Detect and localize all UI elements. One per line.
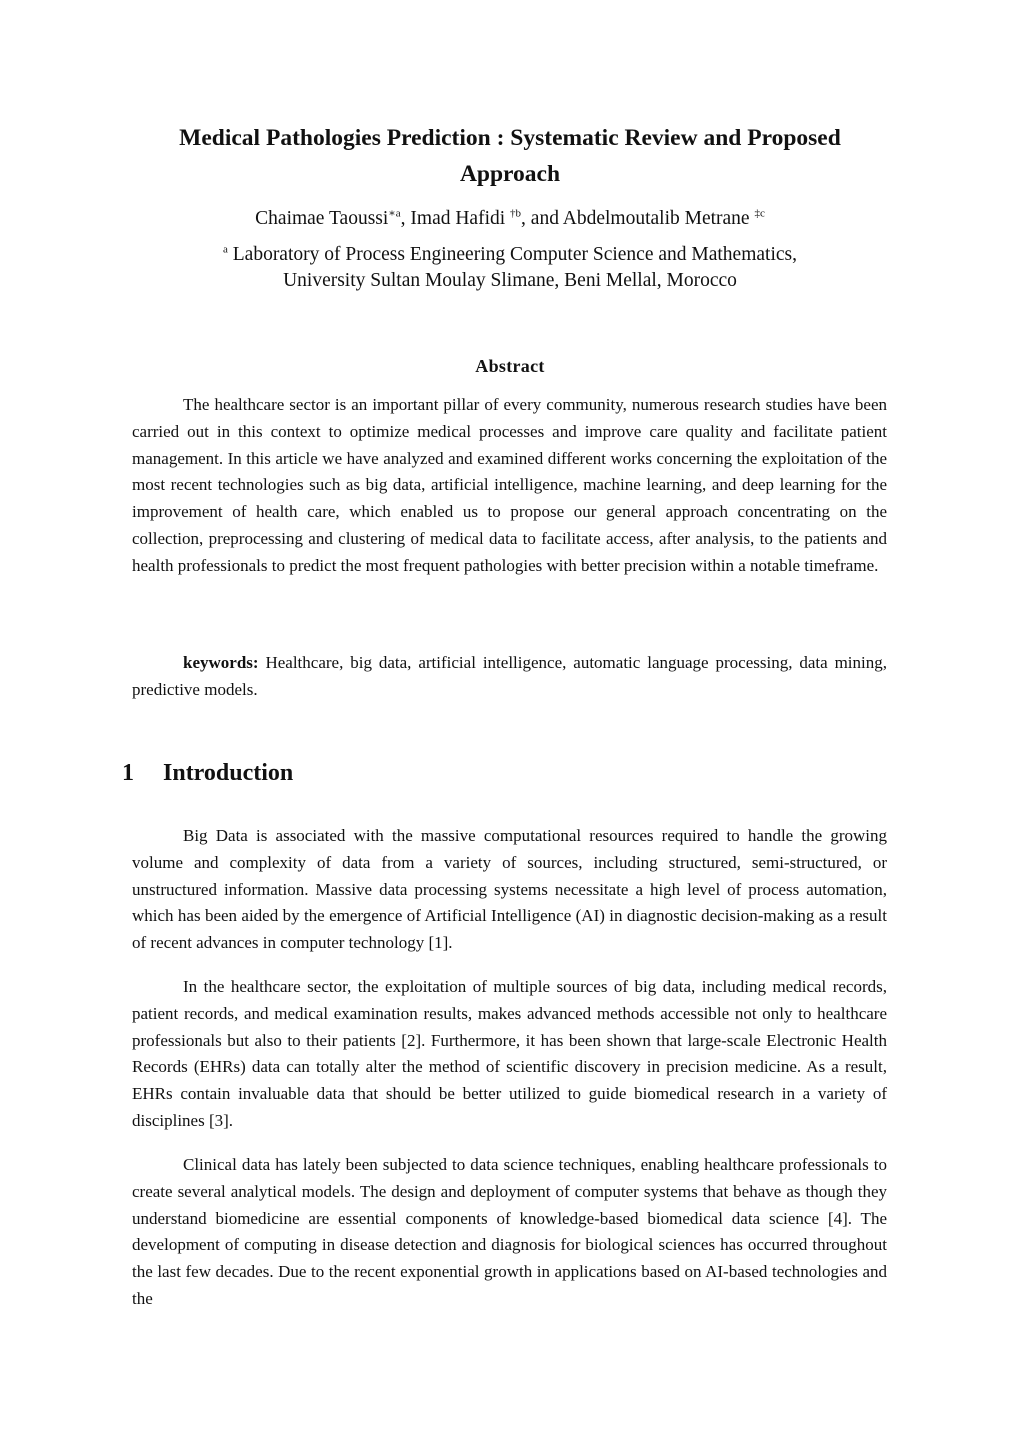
keywords-text: Healthcare, big data, artificial intelligence, automatic language processing, data mining, predictive models. [132, 653, 887, 699]
author-mark-1: ∗a [388, 207, 401, 220]
paper-title-line-2: Approach [459, 161, 561, 187]
paper-title [132, 120, 888, 192]
section-heading [122, 757, 293, 789]
affiliation-line-1 [132, 242, 888, 268]
keywords-label: keywords: [183, 653, 259, 672]
author-name-1: Chaimae Taoussi [255, 208, 389, 229]
affiliation-text-1: Laboratory of Process Engineering Computer Science and Mathematics, [227, 244, 797, 265]
author-mark-2: †b [510, 207, 522, 220]
keywords [132, 650, 887, 704]
section-number: 1 [122, 760, 134, 786]
intro-paragraph-1: Big Data is associated with the massive computational resources required to handle the growing volume and complexity of data from a variety of sources, including structured, semi-structured, or unstructured information. Massive data processing systems necessitate a high level of process automation, which has been aided by the emergence of Artificial Intelligence (AI) in diagnostic decision-making as a result of recent advances in computer technology [1]. [132, 826, 887, 953]
affiliation-line-2: University Sultan Moulay Slimane, Beni Mellal, Morocco [283, 270, 737, 291]
affiliation-mark: a [222, 243, 228, 256]
affiliation [132, 242, 888, 294]
section-title: Introduction [163, 760, 294, 786]
author-separator-1: , Imad Hafidi [400, 208, 511, 229]
paper-title-line-1: Medical Pathologies Prediction : Systematic Review and Proposed [179, 125, 841, 151]
intro-paragraph-2: In the healthcare sector, the exploitation of multiple sources of big data, including medical records, patient records, and medical examination results, makes advanced methods accessible not only to healthcare professionals but also to their patients [2]. Furthermore, it has been shown that large-scale Electronic Health Records (EHRs) data can totally alter the method of scientific discovery in precision medicine. As a result, EHRs contain invaluable data that should be better utilized to guide biomedical research in a variety of disciplines [3]. [132, 977, 887, 1130]
author-list [132, 205, 888, 233]
author-separator-2: , and Abdelmoutalib Metrane [521, 208, 755, 229]
abstract-heading: Abstract [475, 356, 545, 376]
intro-paragraph-3: Clinical data has lately been subjected to data science techniques, enabling healthcare professionals to create several analytical models. The design and deployment of computer systems that behave as though they understand biomedicine are essential components of knowledge-based biomedical data science [4]. The development of computing in disease detection and diagnosis for biological sciences has occurred throughout the last few decades. Due to the recent exponential growth in applications based on AI-based technologies and the [132, 1155, 887, 1308]
abstract-text: The healthcare sector is an important pillar of every community, numerous research studies have been carried out in this context to optimize medical processes and improve care quality and facilitate patient management. In this article we have analyzed and examined different works concerning the exploitation of the most recent technologies such as big data, artificial intelligence, machine learning, and deep learning for the improvement of health care, which enabled us to propose our general approach concentrating on the collection, preprocessing and clustering of medical data to facilitate access, after analysis, to the patients and health professionals to predict the most frequent pathologies with better precision within a notable timeframe. [132, 395, 887, 575]
author-mark-3: ‡c [754, 207, 765, 220]
